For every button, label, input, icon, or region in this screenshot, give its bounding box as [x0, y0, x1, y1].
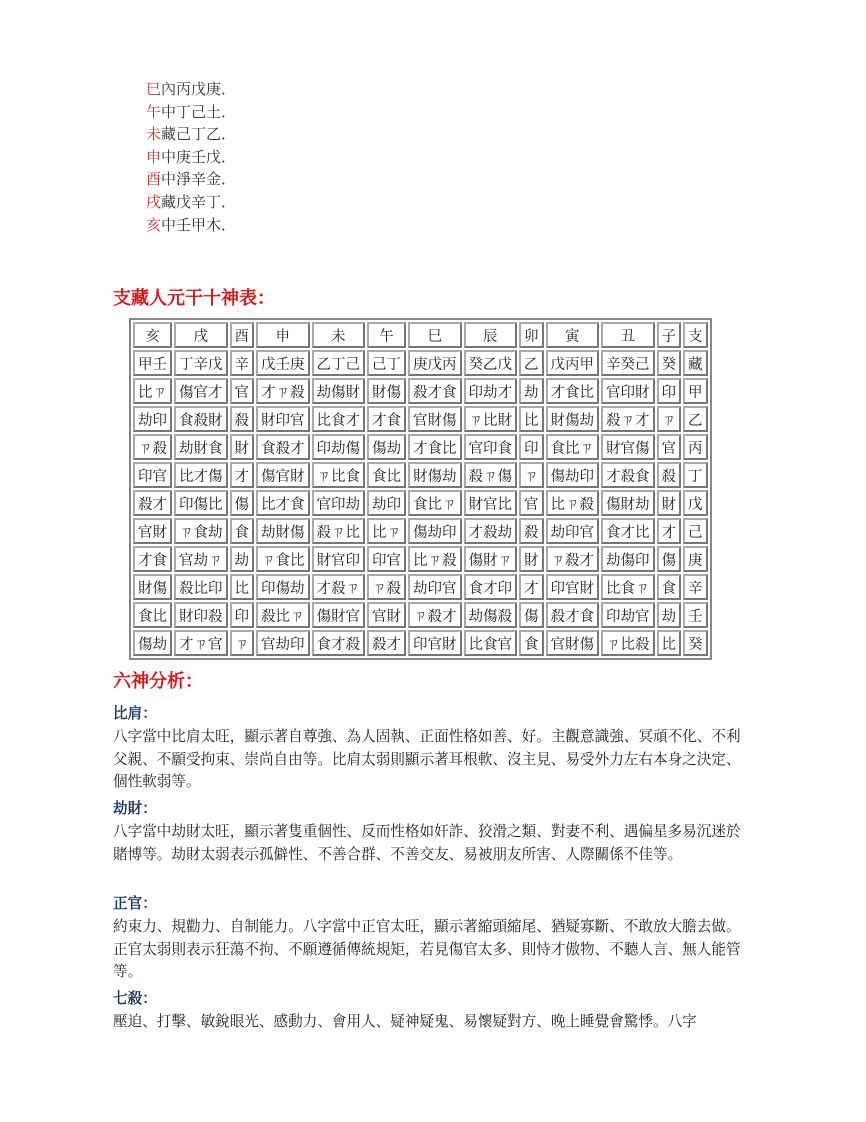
table-cell: 辛癸己 [601, 350, 655, 376]
table-cell: 食 [230, 518, 255, 544]
table-cell: 比 [657, 630, 682, 656]
table-cell: 殺 [519, 518, 544, 544]
table-cell: 才 [657, 518, 682, 544]
table-cell: 比食官 [464, 630, 518, 656]
table-cell: 印官 [367, 546, 406, 572]
table-row [133, 378, 708, 404]
table-cell: 丑 [601, 322, 655, 348]
table-cell: 食殺財 [174, 406, 228, 432]
table-cell: 比才食 [256, 490, 310, 516]
table-cell: 財傷 [367, 378, 406, 404]
table-cell: 傷官才 [174, 378, 228, 404]
table-cell: 己丁 [367, 350, 406, 376]
table-cell: 官印食 [464, 434, 518, 460]
table-cell: 藏 [683, 350, 708, 376]
table-header-row [133, 322, 708, 348]
table-cell: 殺 [230, 406, 255, 432]
table-cell: 丁辛戊 [174, 350, 228, 376]
table-cell: ㄗ [657, 406, 682, 432]
table-cell: 殺才食 [546, 602, 600, 628]
table-cell: 食 [657, 574, 682, 600]
table-row [133, 406, 708, 432]
table-cell: 癸 [683, 630, 708, 656]
table-cell: 殺ㄗ傷 [464, 462, 518, 488]
table-cell: 庚戊丙 [408, 350, 462, 376]
table-cell: 傷劫印 [546, 462, 600, 488]
table-cell: 劫 [519, 378, 544, 404]
table-cell: 官劫印 [256, 630, 310, 656]
hidden-stem-row [146, 123, 236, 146]
table-cell: 財 [519, 546, 544, 572]
table-cell: 比食ㄗ [601, 574, 655, 600]
table-row [133, 434, 708, 460]
table-cell: 官 [230, 378, 255, 404]
table-cell: ㄗ食比 [256, 546, 310, 572]
table-cell: 劫 [657, 602, 682, 628]
table-cell: ㄗ比食 [312, 462, 366, 488]
table-cell: 甲壬 [133, 350, 172, 376]
table-cell: 殺ㄗ才 [601, 406, 655, 432]
table-row [133, 602, 708, 628]
table-cell: 才食 [133, 546, 172, 572]
table-cell: 己 [683, 518, 708, 544]
table-cell: 財 [657, 490, 682, 516]
table-cell: 食比ㄗ [546, 434, 600, 460]
table-cell: 官財傷 [546, 630, 600, 656]
table-cell: 劫 [230, 546, 255, 572]
hidden-stem-text: 中壬甲木． [161, 215, 237, 234]
table-cell: 壬 [683, 602, 708, 628]
table-cell: 傷 [657, 546, 682, 572]
table-cell: 寅 [546, 322, 600, 348]
table-cell: 印劫官 [601, 602, 655, 628]
table-cell: 癸 [657, 350, 682, 376]
table-cell: 卯 [519, 322, 544, 348]
table-cell: 比ㄗ殺 [546, 490, 600, 516]
table-cell: 官 [519, 490, 544, 516]
table-cell: 未 [312, 322, 366, 348]
table-cell: 才殺劫 [464, 518, 518, 544]
hidden-stem-row [146, 78, 236, 101]
table-cell: 戊丙甲 [546, 350, 600, 376]
table-cell: 傷 [519, 602, 544, 628]
table-cell: 財傷 [133, 574, 172, 600]
table-cell: 印官 [133, 462, 172, 488]
table-cell: 辰 [464, 322, 518, 348]
table-cell: 戊 [683, 490, 708, 516]
table-cell: ㄗ [230, 630, 255, 656]
table-cell: 比ㄗ [367, 518, 406, 544]
table-row [133, 630, 708, 656]
table-cell: 支 [683, 322, 708, 348]
ten-gods-table [129, 318, 712, 660]
table-row [133, 546, 708, 572]
table-cell: 傷 [230, 490, 255, 516]
table-cell: 丙 [683, 434, 708, 460]
table-cell: 才 [230, 462, 255, 488]
table-cell: 劫財食 [174, 434, 228, 460]
table-cell: ㄗ殺 [133, 434, 172, 460]
section-bijian [113, 703, 753, 794]
table-cell: 傷財ㄗ [464, 546, 518, 572]
branch-char: 午 [146, 102, 162, 121]
table-row [133, 518, 708, 544]
branch-char: 戌 [146, 192, 162, 211]
table-cell: 才食比 [408, 434, 462, 460]
table-cell: 財官傷 [601, 434, 655, 460]
table-heading: 支藏人元干十神表： [113, 288, 275, 309]
section-title: 七殺： [113, 990, 157, 1007]
table-cell: 才殺ㄗ [312, 574, 366, 600]
table-cell: 食才印 [464, 574, 518, 600]
table-cell: 傷劫 [133, 630, 172, 656]
table-cell: 才ㄗ官 [174, 630, 228, 656]
table-row [133, 574, 708, 600]
table-cell: 財印殺 [174, 602, 228, 628]
table-cell: 劫傷財 [312, 378, 366, 404]
section-qisha [113, 988, 753, 1034]
table-cell: 辛 [230, 350, 255, 376]
table-row [133, 462, 708, 488]
table-cell: ㄗ殺才 [408, 602, 462, 628]
hidden-stem-text: 中淨辛金． [161, 170, 237, 189]
table-cell: ㄗ殺 [367, 574, 406, 600]
table-cell: 印 [657, 378, 682, 404]
table-cell: 殺 [657, 462, 682, 488]
table-cell: 財印官 [256, 406, 310, 432]
section-body: 壓迫、打擊、敏銳眼光、感動力、會用人、疑神疑鬼、易懷疑對方、晚上睡覺會驚悸。八字 [113, 1012, 697, 1030]
table-cell: 辛 [683, 574, 708, 600]
table-cell: ㄗ殺才 [546, 546, 600, 572]
table-cell: 印劫傷 [312, 434, 366, 460]
table-cell: 劫印 [367, 490, 406, 516]
table-cell: 食比 [367, 462, 406, 488]
table-cell: 酉 [230, 322, 255, 348]
table-cell: 官印財 [601, 378, 655, 404]
table-cell: 傷官財 [256, 462, 310, 488]
table-cell: 巳 [408, 322, 462, 348]
table-cell: 官 [657, 434, 682, 460]
table-cell: 殺才 [367, 630, 406, 656]
table-cell: 才食比 [546, 378, 600, 404]
hidden-stem-row [146, 214, 236, 237]
table-cell: 比食才 [312, 406, 366, 432]
table-cell: 才 [519, 574, 544, 600]
hidden-stem-row [146, 101, 236, 124]
table-cell: 食比 [133, 602, 172, 628]
branch-char: 亥 [146, 215, 162, 234]
table-cell: 比ㄗ殺 [408, 546, 462, 572]
table-cell: 庚 [683, 546, 708, 572]
section-jiecai [113, 798, 753, 866]
branch-char: 未 [146, 125, 162, 144]
table-cell: 劫傷殺 [464, 602, 518, 628]
table-row [133, 490, 708, 516]
table-cell: 才殺食 [601, 462, 655, 488]
table-cell: 劫印官 [408, 574, 462, 600]
table-cell: ㄗ比財 [464, 406, 518, 432]
table-cell: 比 [230, 574, 255, 600]
table-cell: 劫印官 [546, 518, 600, 544]
hidden-stem-text: 藏己丁乙． [161, 125, 237, 144]
table-cell: 劫財傷 [256, 518, 310, 544]
table-cell: ㄗ [519, 462, 544, 488]
table-cell: 食殺才 [256, 434, 310, 460]
table-cell: 官財 [367, 602, 406, 628]
table-cell: 才ㄗ殺 [256, 378, 310, 404]
table-cell: ㄗ比殺 [601, 630, 655, 656]
table-cell: 印 [519, 434, 544, 460]
hidden-stem-row [146, 168, 236, 191]
table-cell: 傷財劫 [601, 490, 655, 516]
table-cell: 甲 [683, 378, 708, 404]
section-title: 正官： [113, 895, 157, 912]
table-cell: 傷劫印 [408, 518, 462, 544]
table-cell: 殺才食 [408, 378, 462, 404]
table-cell: 午 [367, 322, 406, 348]
table-cell: 申 [256, 322, 310, 348]
hidden-stem-row [146, 191, 236, 214]
table-cell: 財官比 [464, 490, 518, 516]
table-cell: 官劫ㄗ [174, 546, 228, 572]
table-cell: 傷劫 [367, 434, 406, 460]
table-cell: 食才殺 [312, 630, 366, 656]
table-cell: 印傷劫 [256, 574, 310, 600]
table-cell: 印官財 [408, 630, 462, 656]
table-cell: 比 [519, 406, 544, 432]
table-cell: 印劫才 [464, 378, 518, 404]
table-cell: 丁 [683, 462, 708, 488]
table-cell: 亥 [133, 322, 172, 348]
section-body: 約束力、規勸力、自制能力。八字當中正官太旺，顯示著縮頭縮尾、猶疑寡斷、不敢放大膽去做。正官太弱則表示狂蕩不拘、不願遵循傳統規矩，若見傷官太多、則恃才傲物、不聽人言、無人能管等。 [113, 917, 741, 981]
branch-char: 酉 [146, 170, 162, 189]
table-cell: 劫傷印 [601, 546, 655, 572]
analysis-heading: 六神分析： [113, 671, 203, 692]
table-cell: 財官印 [312, 546, 366, 572]
table-cell: 子 [657, 322, 682, 348]
table-cell: 殺比印 [174, 574, 228, 600]
section-body: 八字當中劫財太旺，顯示著隻重個性、反而性格如奸詐、狡滑之類、對妻不利、遇偏星多易沉迷於賭博等。劫財太弱表示孤僻性、不善合群、不善交友、易被朋友所害、人際關係不佳等。 [113, 822, 741, 863]
table-cell: ㄗ食劫 [174, 518, 228, 544]
table-cell: 殺比ㄗ [256, 602, 310, 628]
hidden-stem-text: 中庚壬戊． [161, 147, 237, 166]
table-cell: 殺ㄗ比 [312, 518, 366, 544]
hidden-stem-text: 內丙戊庚． [161, 80, 237, 98]
table-cell: 乙丁己 [312, 350, 366, 376]
table-cell: 戊壬庚 [256, 350, 310, 376]
table-cell: 食 [519, 630, 544, 656]
table-cell: 印傷比 [174, 490, 228, 516]
table-cell: 官財傷 [408, 406, 462, 432]
table-cell: 乙 [683, 406, 708, 432]
table-cell: 乙 [519, 350, 544, 376]
branch-char: 巳 [146, 80, 162, 98]
table-cell: 官印劫 [312, 490, 366, 516]
hidden-stem-row [146, 146, 236, 169]
table-cell: 才食 [367, 406, 406, 432]
table-row [133, 350, 708, 376]
table-cell: 印官財 [546, 574, 600, 600]
hidden-stems-list [146, 78, 236, 236]
table-cell: 財 [230, 434, 255, 460]
table-cell: 食比ㄗ [408, 490, 462, 516]
branch-char: 申 [146, 147, 162, 166]
section-body: 八字當中比肩太旺，顯示著自尊強、為人固執、正面性格如善、好。主觀意識強、冥頑不化、不利父親、不願受拘束、崇尚自由等。比肩太弱則顯示著耳根軟、沒主見、易受外力左右本身之決定、個性軟弱等。 [113, 727, 741, 791]
table-cell: 官財 [133, 518, 172, 544]
table-cell: 印 [230, 602, 255, 628]
table-cell: 比才傷 [174, 462, 228, 488]
table-cell: 劫印 [133, 406, 172, 432]
hidden-stem-text: 藏戊辛丁． [161, 192, 237, 211]
table-cell: 殺才 [133, 490, 172, 516]
table-cell: 戌 [174, 322, 228, 348]
table-cell: 財傷劫 [546, 406, 600, 432]
table-cell: 癸乙戊 [464, 350, 518, 376]
section-zhengguan [113, 893, 753, 984]
table-cell: 食才比 [601, 518, 655, 544]
table-cell: 比ㄗ [133, 378, 172, 404]
hidden-stem-text: 中丁己土． [161, 102, 237, 121]
table-cell: 傷財官 [312, 602, 366, 628]
table-cell: 財傷劫 [408, 462, 462, 488]
section-title: 比肩： [113, 705, 157, 722]
section-title: 劫財： [113, 800, 157, 817]
